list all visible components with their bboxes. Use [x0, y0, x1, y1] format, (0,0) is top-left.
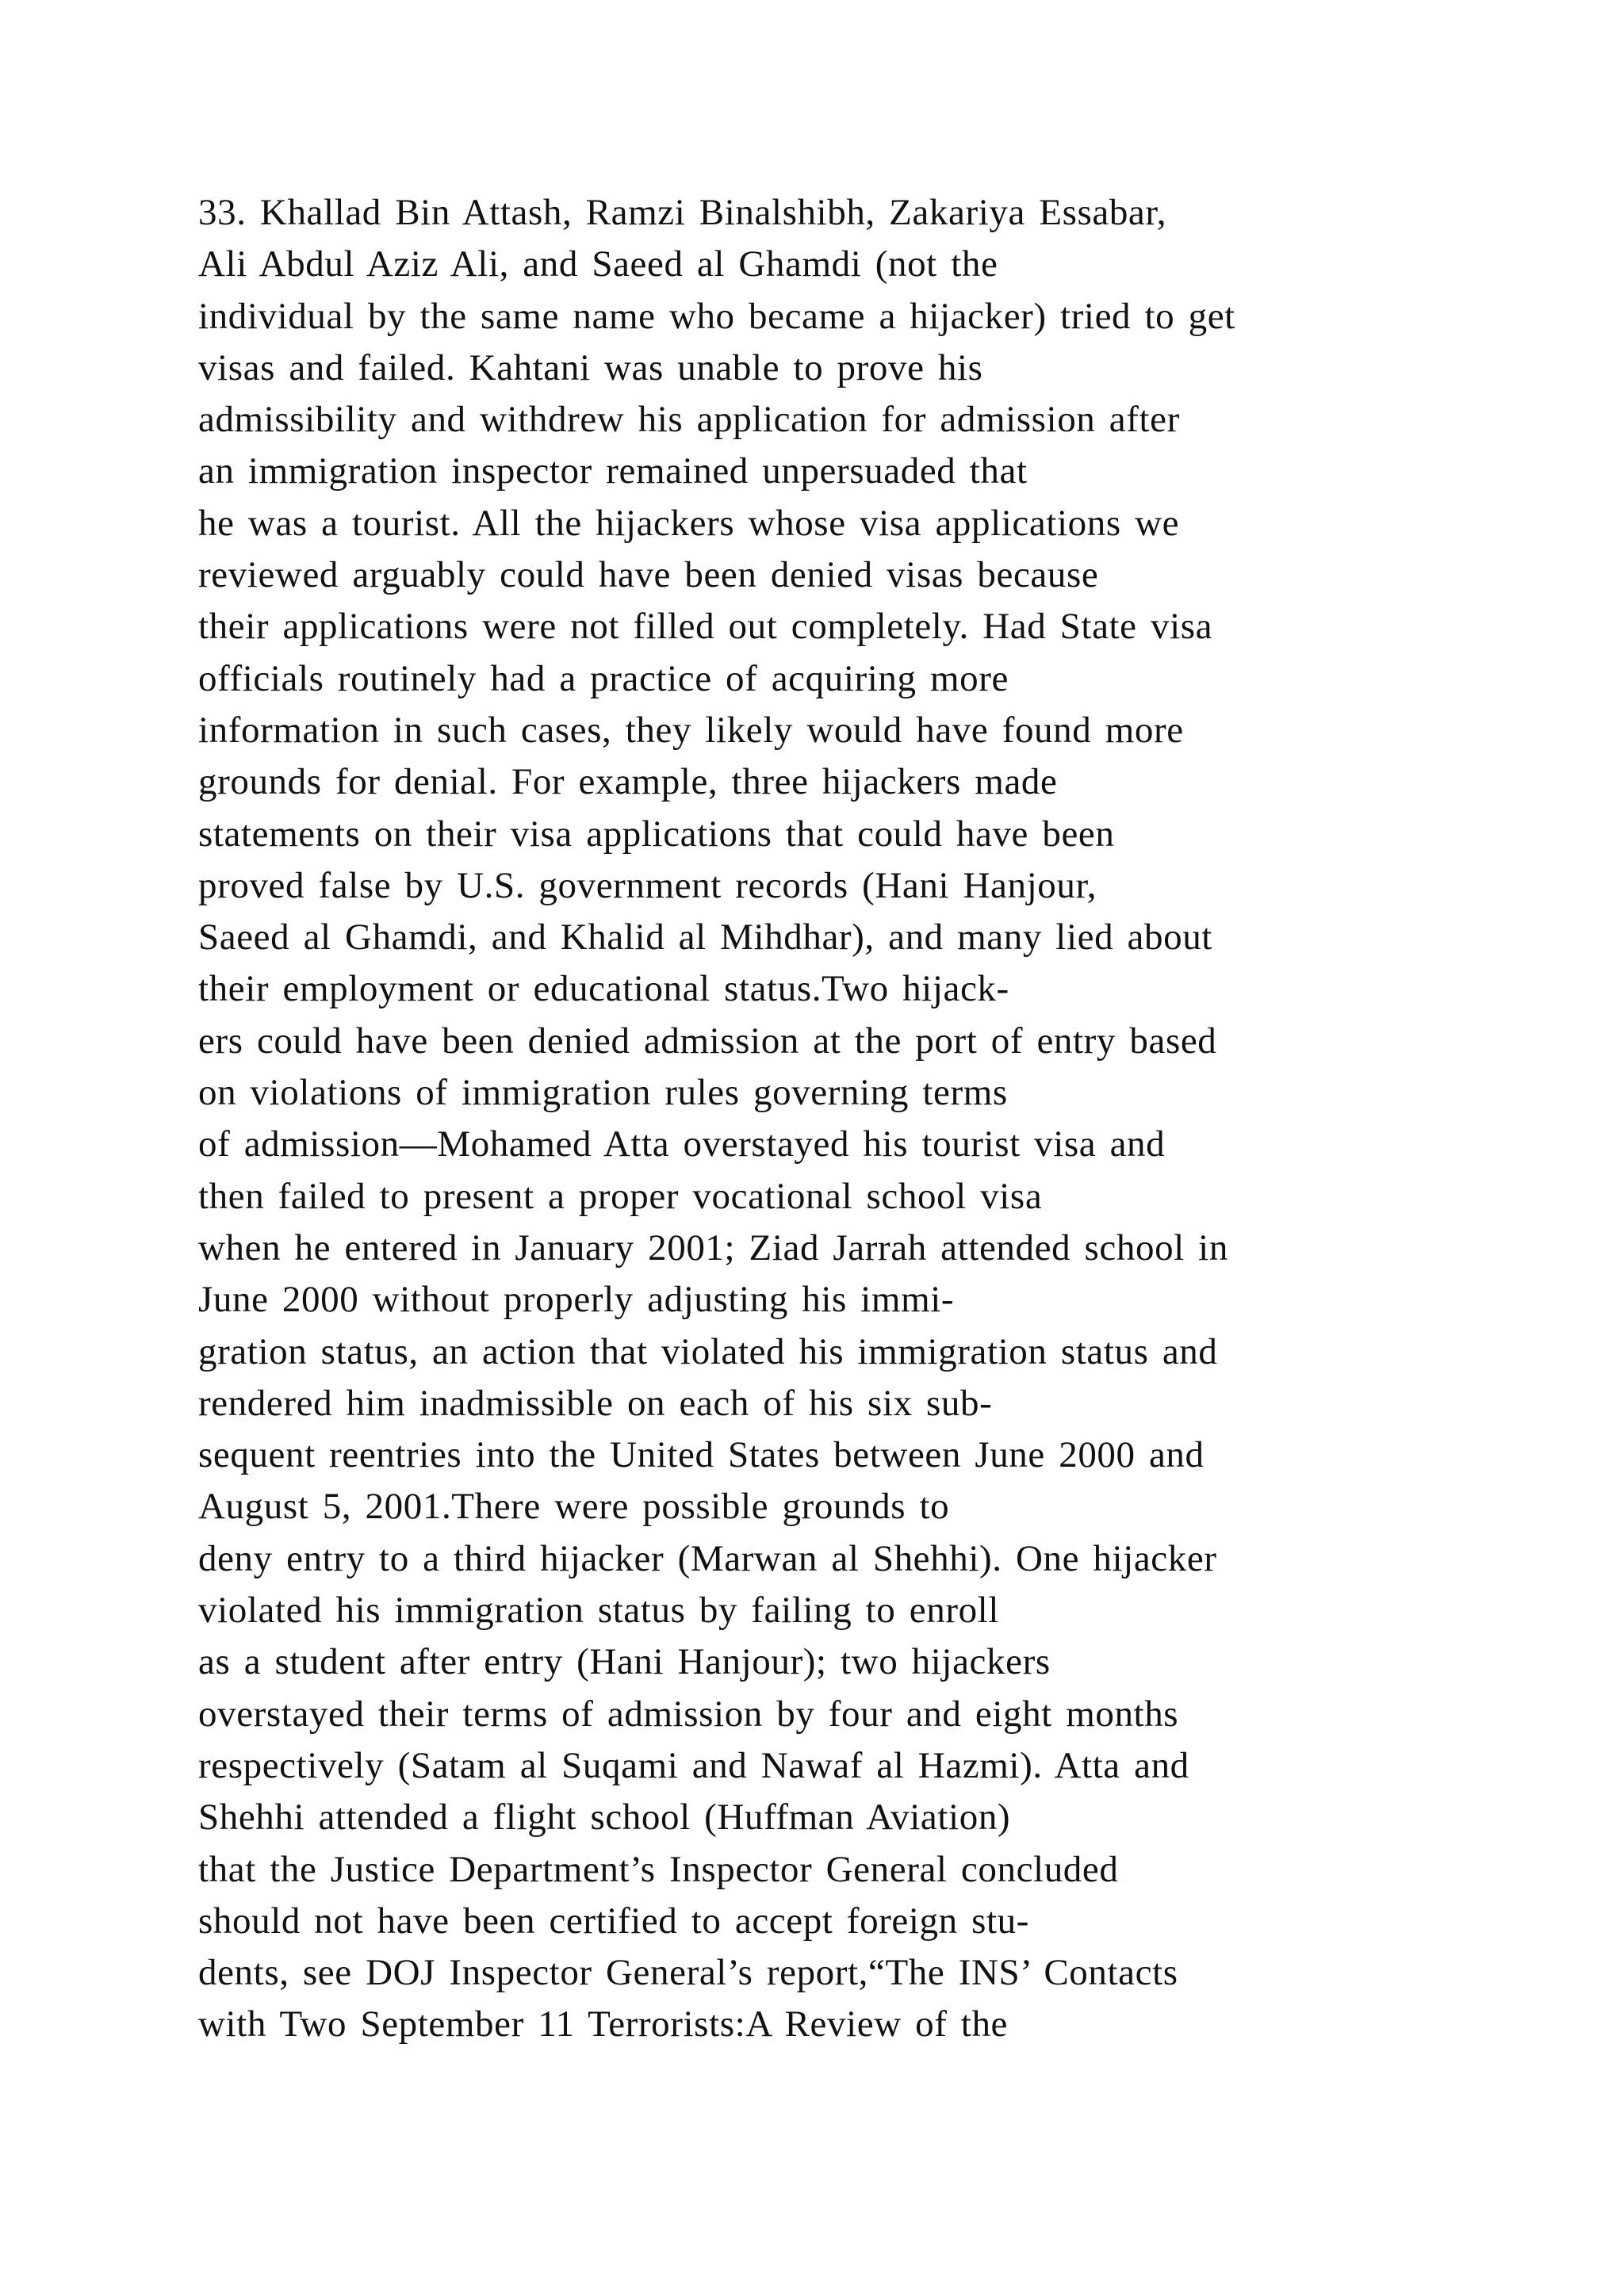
text-line: reviewed arguably could have been denied visas because	[198, 554, 1099, 596]
text-line: June 2000 without properly adjusting his immi-	[198, 1279, 955, 1321]
text-line: rendered him inadmissible on each of his six sub-	[198, 1382, 993, 1424]
text-line: an immigration inspector remained unpersuaded that	[198, 450, 1028, 492]
text-line: proved false by U.S. government records (Hani Hanjour,	[198, 864, 1097, 906]
text-line: violated his immigration status by failing to enroll	[198, 1590, 999, 1632]
text-line: August 5, 2001.There were possible grounds to	[198, 1486, 950, 1528]
text-line: ers could have been denied admission at the port of entry based	[198, 1020, 1217, 1062]
text-line: 33. Khallad Bin Attash, Ramzi Binalshibh, Zakariya Essabar,	[198, 192, 1167, 233]
text-line: their applications were not filled out completely. Had State visa	[198, 606, 1213, 648]
text-line: that the Justice Department’s Inspector General concluded	[198, 1848, 1119, 1890]
text-line: their employment or educational status.Two hijack-	[198, 968, 1009, 1010]
text-line: admissibility and withdrew his application for admission after	[198, 399, 1180, 441]
text-line: of admission—Mohamed Atta overstayed his tourist visa and	[198, 1123, 1166, 1165]
body-text	[198, 187, 1610, 2051]
text-line: Shehhi attended a flight school (Huffman Aviation)	[198, 1797, 1011, 1839]
text-line: as a student after entry (Hani Hanjour); two hijackers	[198, 1641, 1051, 1683]
text-line: deny entry to a third hijacker (Marwan al Shehhi). One hijacker	[198, 1537, 1217, 1579]
text-line: dents, see DOJ Inspector General’s report,“The INS’ Contacts	[198, 1952, 1178, 1994]
text-line: respectively (Satam al Suqami and Nawaf al Hazmi). Atta and	[198, 1744, 1189, 1786]
text-line: individual by the same name who became a hijacker) tried to get	[198, 295, 1235, 337]
text-line: should not have been certified to accept foreign stu-	[198, 1900, 1029, 1942]
text-line: visas and failed. Kahtani was unable to prove his	[198, 346, 983, 388]
text-line: Ali Abdul Aziz Ali, and Saeed al Ghamdi (not the	[198, 243, 998, 285]
text-line: information in such cases, they likely would have found more	[198, 709, 1184, 751]
text-line: then failed to present a proper vocational school visa	[198, 1175, 1043, 1217]
text-line: officials routinely had a practice of acquiring more	[198, 657, 1009, 699]
text-line: when he entered in January 2001; Ziad Jarrah attended school in	[198, 1226, 1228, 1269]
text-line: sequent reentries into the United States between June 2000 and	[198, 1434, 1205, 1476]
text-line: gration status, an action that violated his immigration status and	[198, 1330, 1218, 1372]
text-line: he was a tourist. All the hijackers whose visa applications we	[198, 502, 1180, 544]
text-line: overstayed their terms of admission by four and eight months	[198, 1693, 1179, 1735]
text-line: on violations of immigration rules governing terms	[198, 1072, 1008, 1114]
text-line: with Two September 11 Terrorists:A Review of the	[198, 2003, 1009, 2045]
text-line: Saeed al Ghamdi, and Khalid al Mihdhar), and many lied about	[198, 916, 1212, 959]
text-line: statements on their visa applications that could have been	[198, 813, 1115, 855]
text-line: grounds for denial. For example, three hijackers made	[198, 761, 1058, 803]
